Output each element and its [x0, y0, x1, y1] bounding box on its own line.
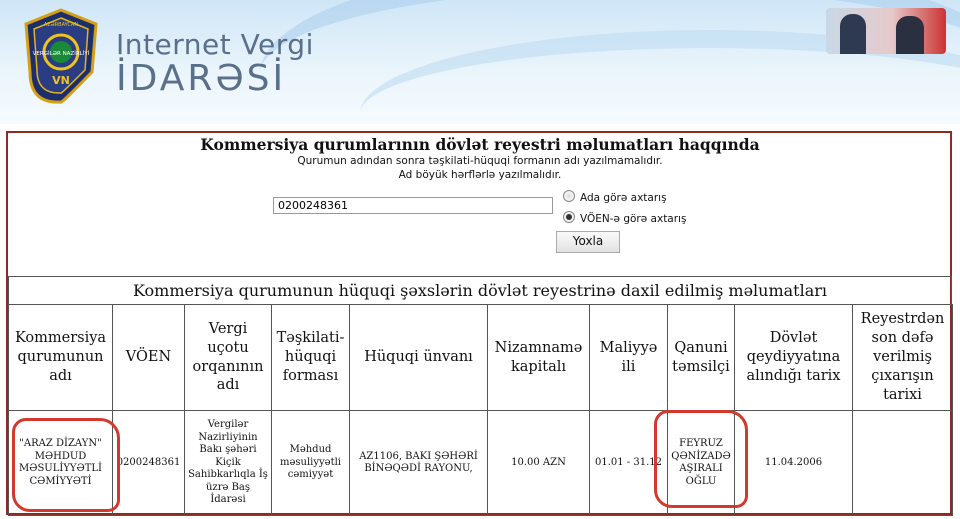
- col-header-fiscal-year: Maliyyə ili: [590, 305, 668, 411]
- search-by-voen-radio[interactable]: [563, 211, 575, 223]
- search-by-name-radio[interactable]: [563, 190, 575, 202]
- person-figure: [896, 16, 924, 54]
- red-highlight-company-name: [12, 418, 120, 512]
- brand-title-line1: Internet Vergi: [116, 28, 314, 61]
- cell-legal-form: Məhdud məsuliyyətli cəmiyyət: [272, 411, 350, 516]
- ministry-emblem-logo: [22, 8, 100, 104]
- results-table: [8, 304, 953, 516]
- col-header-name: Kommersiya qurumunun adı: [9, 305, 113, 411]
- cell-company-name: "ARAZ DİZAYN" MƏHDUD MƏSULİYYƏTLİ CƏMİYYƏTİ: [9, 411, 113, 516]
- hint-line-1: Qurumun adından sonra təşkilati-hüquqi formanın adı yazılmamalıdır.: [297, 155, 663, 167]
- cell-representative: FEYRUZ QƏNİZADƏ AŞIRALI OĞLU: [668, 411, 735, 516]
- col-header-last-extract-date: Reyestrdən son dəfə verilmiş çıxarışın tarixi: [853, 305, 953, 411]
- col-header-address: Hüquqi ünvanı: [350, 305, 488, 411]
- header-photo: [826, 8, 946, 54]
- hint-line-2: Ad böyük hərflərlə yazılmalıdır.: [398, 169, 562, 181]
- col-header-tax-office: Vergi uçotu orqanının adı: [185, 305, 272, 411]
- cell-registration-date: 11.04.2006: [735, 411, 853, 516]
- table-header-row: [9, 305, 953, 411]
- cell-last-extract-date: [853, 411, 953, 516]
- col-header-representative: Qanuni təmsilçi: [668, 305, 735, 411]
- cell-address: AZ1106, BAKI ŞƏHƏRİ BİNƏQƏDİ RAYONU,: [350, 411, 488, 516]
- page-title: Kommersiya qurumlarının dövlət reyestri məlumatları haqqında: [200, 135, 760, 154]
- voen-search-input[interactable]: [273, 197, 553, 214]
- search-by-voen-label: VÖEN-ə görə axtarış: [580, 213, 687, 225]
- results-table-container: [8, 276, 952, 516]
- check-button[interactable]: Yoxla: [556, 231, 620, 253]
- col-header-voen: VÖEN: [113, 305, 185, 411]
- col-header-registration-date: Dövlət qeydiyyatına alındığı tarix: [735, 305, 853, 411]
- cell-fiscal-year: 01.01 - 31.12: [590, 411, 668, 516]
- search-by-name-label: Ada görə axtarış: [580, 192, 667, 204]
- emblem-top-text: AZƏRBAYCAN: [43, 22, 79, 28]
- cell-tax-office: Vergilər Nazirliyinin Bakı şəhəri Kiçik Sahibkarlıqla İş üzrə Baş İdarəsi: [185, 411, 272, 516]
- person-figure: [840, 14, 866, 54]
- col-header-capital: Nizamnamə kapitalı: [488, 305, 590, 411]
- col-header-legal-form: Təşkilati-hüquqi forması: [272, 305, 350, 411]
- red-highlight-representative: [654, 410, 748, 508]
- brand-title-line2: İDARƏSİ: [116, 58, 287, 99]
- table-row: [9, 411, 953, 516]
- cell-capital: 10.00 AZN: [488, 411, 590, 516]
- emblem-text: VERGİLƏR NAZİRLİYİ: [32, 51, 90, 57]
- cell-voen: 0200248361: [113, 411, 185, 516]
- table-caption: Kommersiya qurumunun hüquqi şəxslərin dövlət reyestrinə daxil edilmiş məlumatları: [8, 276, 952, 304]
- emblem-initials: VN: [52, 74, 70, 87]
- site-header-banner: [0, 0, 960, 124]
